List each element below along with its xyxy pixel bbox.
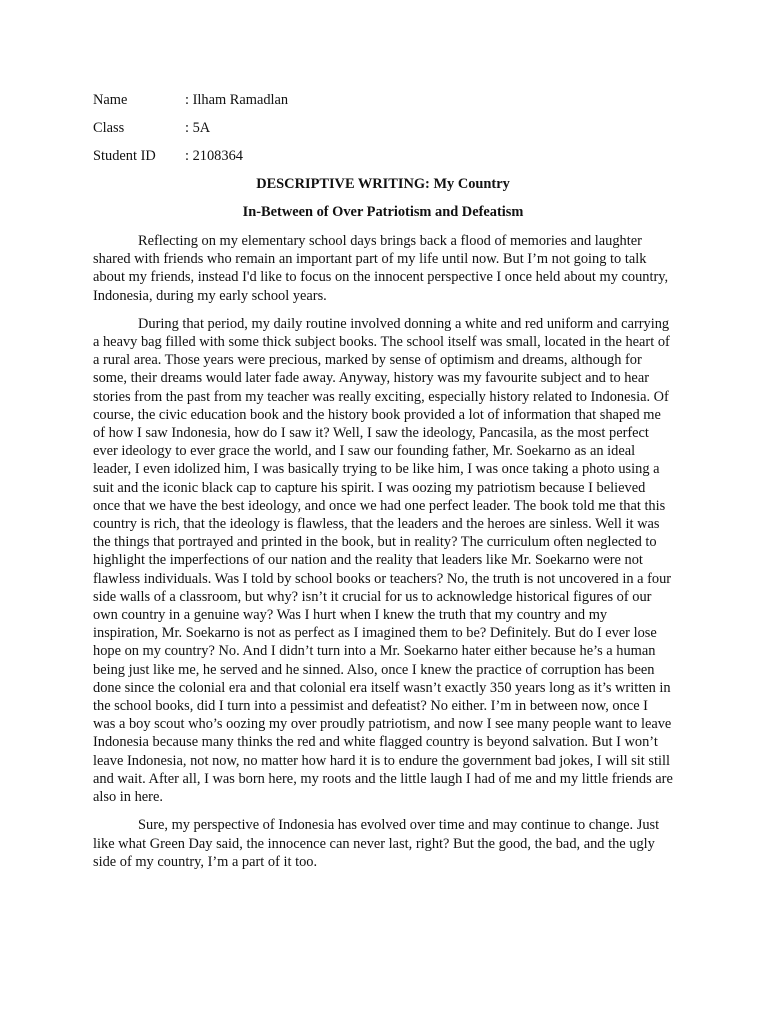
student-id-label: Student ID	[93, 147, 156, 164]
paragraph-3: Sure, my perspective of Indonesia has evolved over time and may continue to change. Just like what Green Day said, the innocence can never last, right? But the good, the bad, and the ugly side of my country, I’m a part of it too.	[93, 817, 660, 870]
name-label: Name	[93, 91, 128, 108]
student-id-value: : 2108364	[185, 147, 243, 164]
document-subtitle: In-Between of Over Patriotism and Defeatism	[242, 204, 524, 220]
student-id-row	[93, 142, 673, 170]
document-title: DESCRIPTIVE WRITING: My Country	[256, 176, 510, 192]
name-row	[93, 86, 673, 114]
document-body	[93, 232, 673, 871]
class-row	[93, 114, 673, 142]
paragraph-2: During that period, my daily routine involved donning a white and red uniform and carrying a heavy bag filled with some thick subject books. The school itself was small, located in the heart of a rural area. Those years were precious, marked by sense of optimism and dreams, although for some, their dreams would later fade away. Anyway, history was my favourite subject and to hear stories from the past from my teacher was really exciting, especially history related to Indonesia. Of course, the civic education book and the history book provided a lot of information that shaped me of how I saw Indonesia, how do I saw it? Well, I saw the ideology, Pancasila, as the most perfect ever ideology to ever grace the world, and I saw our founding father, Mr. Soekarno as an ideal leader, I even idolized him, I was basically trying to be like him, I was once taking a photo using a suit and the iconic black cap to capture his spirit. I was oozing my patriotism because I believed once that we have the best ideology, and once we had one perfect leader. The book told me that this country is rich, that the ideology is flawless, that the leaders and the heroes are sinless. Well it was the things that portrayed and printed in the book, but in reality? The curriculum often neglected to highlight the imperfections of our nation and the reality that leaders like Mr. Soekarno were not flawless individuals. Was I told by school books or teachers? No, the truth is not uncovered in a four side walls of a classroom, but why? isn’t it crucial for us to acknowledge historical figures of our own country in a genuine way? Was I hurt when I knew the truth that my country and my inspiration, Mr. Soekarno is not as perfect as I imagined them to be? Definitely. But do I ever lose hope on my country? No. And I didn’t turn into a Mr. Soekarno hater either because he’s a human being just like me, he served and he sinned. Also, once I knew the practice of corruption has been done since the colonial era and that colonial era itself wasn’t exactly 350 years long as it’s written in the school books, did I turn into a pessimist and defeatist? No either. I’m in between now, once I was a boy scout who’s oozing my over proudly patriotism, and now I see many people want to leave Indonesia because many thinks the red and white flagged country is beyond salvation. But I won’t leave Indonesia, not now, no matter how hard it is to endure the government bad jokes, I will sit still and wait. After all, I was born here, my roots and the little laugh I had of me and my little friends are also in here.	[93, 315, 673, 806]
document-page	[93, 86, 673, 881]
name-value: : Ilham Ramadlan	[185, 91, 289, 108]
paragraph-1: Reflecting on my elementary school days brings back a flood of memories and laughter shared with friends who remain an important part of my life until now. But I’m not going to talk about my friends, instead I'd like to focus on the innocent perspective I once held about my country, Indonesia, during my early school years.	[93, 233, 669, 304]
class-label: Class	[93, 119, 125, 136]
class-value: : 5A	[185, 119, 211, 136]
